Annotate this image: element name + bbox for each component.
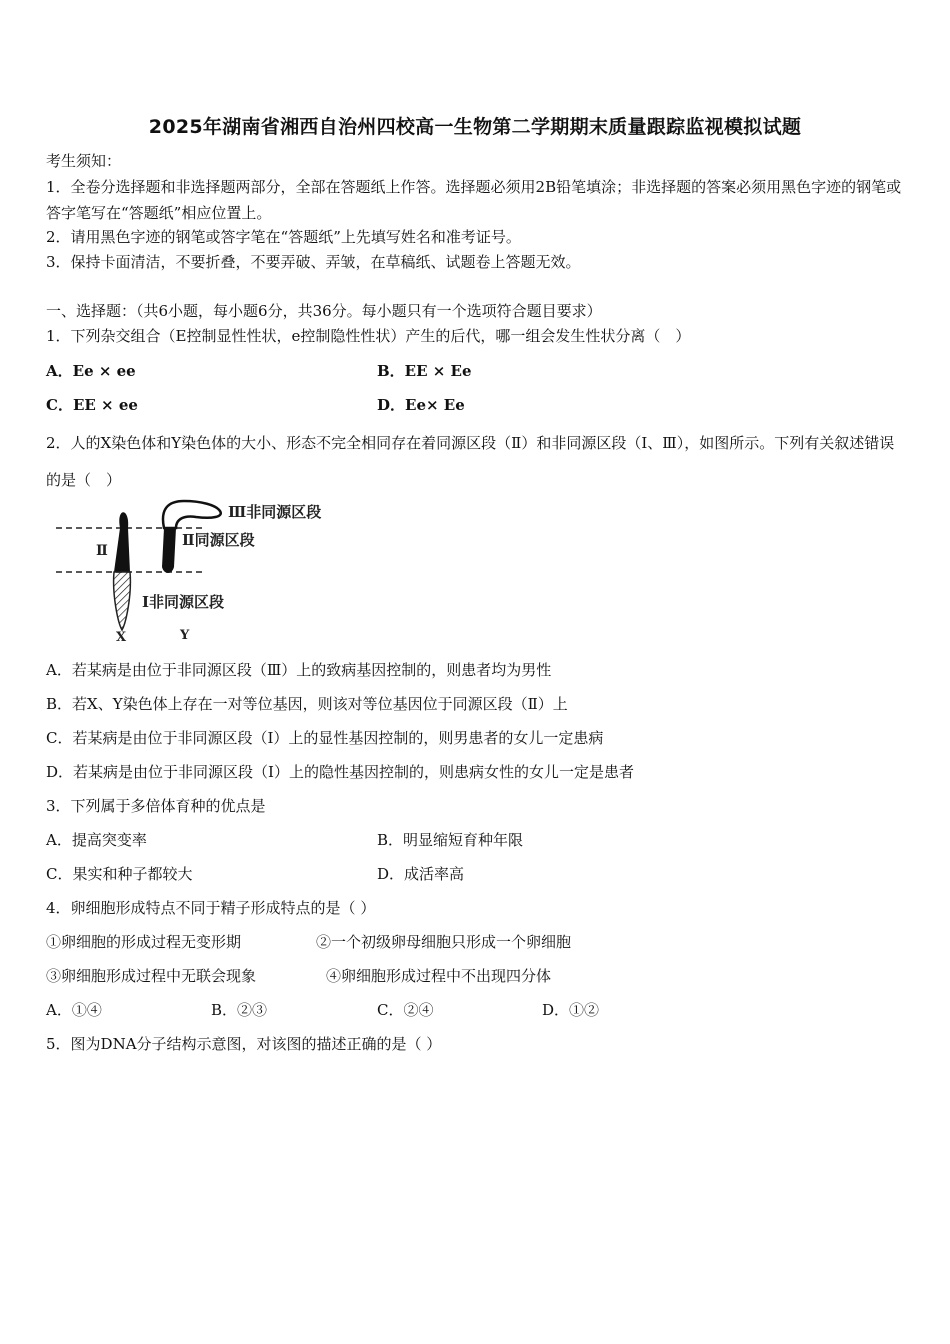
label-left-ii: Ⅱ [96, 543, 108, 559]
q1-option-d: D．Ee× Ee [377, 396, 465, 414]
label-y: Y [180, 628, 190, 643]
q4-option-a: A．①④ [46, 1001, 102, 1019]
notice-item-1: 1．全卷分选择题和非选择题两部分，全部在答题纸上作答。选择题必须用2B铅笔填涂；非选择题的答案必须用黑色字迹的钢笔或答字笔写在“答题纸”相应位置上。 [46, 178, 902, 222]
q2-option-b: B．若X、Y染色体上存在一对等位基因，则该对等位基因位于同源区段（Ⅱ）上 [46, 695, 568, 713]
q4-statement-3: ③卵细胞形成过程中无联会现象 [46, 967, 257, 985]
q1-option-c: C．EE × ee [46, 396, 138, 414]
q1-option-b: B．EE × Ee [377, 362, 472, 380]
label-i: Ⅰ非同源区段 [142, 593, 225, 611]
q4-option-c: C．②④ [377, 1001, 434, 1019]
q1-stem: 1．下列杂交组合（E控制显性性状，e控制隐性性状）产生的后代，哪一组会发生性状分离（ ） [46, 327, 691, 345]
q3-option-a: A．提高突变率 [46, 831, 147, 849]
notice-heading: 考生须知： [46, 152, 122, 170]
label-ii: Ⅱ同源区段 [182, 531, 255, 549]
q4-option-d: D．①② [542, 1001, 600, 1019]
x-chromosome-nonhomologous-segment [114, 572, 131, 630]
q4-statement-2: ②一个初级卵母细胞只形成一个卵细胞 [316, 933, 572, 951]
q3-option-d: D．成活率高 [377, 865, 465, 883]
q5-stem: 5．图为DNA分子结构示意图，对该图的描述正确的是（ ） [46, 1035, 442, 1053]
page-title: 2025年湖南省湘西自治州四校高一生物第二学期期末质量跟踪监视模拟试题 [148, 116, 802, 138]
q4-statement-4: ④卵细胞形成过程中不出现四分体 [326, 967, 552, 985]
q3-option-c: C．果实和种子都较大 [46, 865, 193, 883]
label-x: X [116, 630, 127, 645]
x-chromosome-homologous-segment [114, 512, 130, 572]
y-chromosome-homologous-segment [162, 528, 176, 573]
notice-item-3: 3．保持卡面清洁，不要折叠，不要弄破、弄皱，在草稿纸、试题卷上答题无效。 [46, 253, 581, 271]
q4-stem: 4．卵细胞形成特点不同于精子形成特点的是（ ） [46, 899, 376, 917]
q2-stem: 2．人的X染色体和Y染色体的大小、形态不完全相同存在着同源区段（Ⅱ）和非同源区段（Ⅰ、Ⅲ），如图所示。下列有关叙述错误的是（ ） [46, 434, 895, 489]
chromosome-figure [56, 495, 356, 645]
q4-statement-1: ①卵细胞的形成过程无变形期 [46, 933, 242, 951]
section-heading: 一、选择题：（共6小题，每小题6分，共36分。每小题只有一个选项符合题目要求） [46, 302, 602, 320]
q2-option-c: C．若某病是由位于非同源区段（I）上的显性基因控制的，则男患者的女儿一定患病 [46, 729, 604, 747]
notice-item-2: 2．请用黑色字迹的钢笔或答字笔在“答题纸”上先填写姓名和准考证号。 [46, 228, 521, 246]
q2-option-a: A．若某病是由位于非同源区段（Ⅲ）上的致病基因控制的，则患者均为男性 [46, 661, 552, 679]
label-iii: Ⅲ非同源区段 [228, 503, 322, 521]
q1-option-a: A．Ee × ee [46, 362, 136, 380]
q3-option-b: B．明显缩短育种年限 [377, 831, 524, 849]
q3-stem: 3．下列属于多倍体育种的优点是 [46, 797, 266, 815]
q2-option-d: D．若某病是由位于非同源区段（I）上的隐性基因控制的，则患病女性的女儿一定是患者 [46, 763, 634, 781]
y-chromosome-nonhomologous-segment [163, 501, 221, 528]
q4-option-b: B．②③ [211, 1001, 268, 1019]
